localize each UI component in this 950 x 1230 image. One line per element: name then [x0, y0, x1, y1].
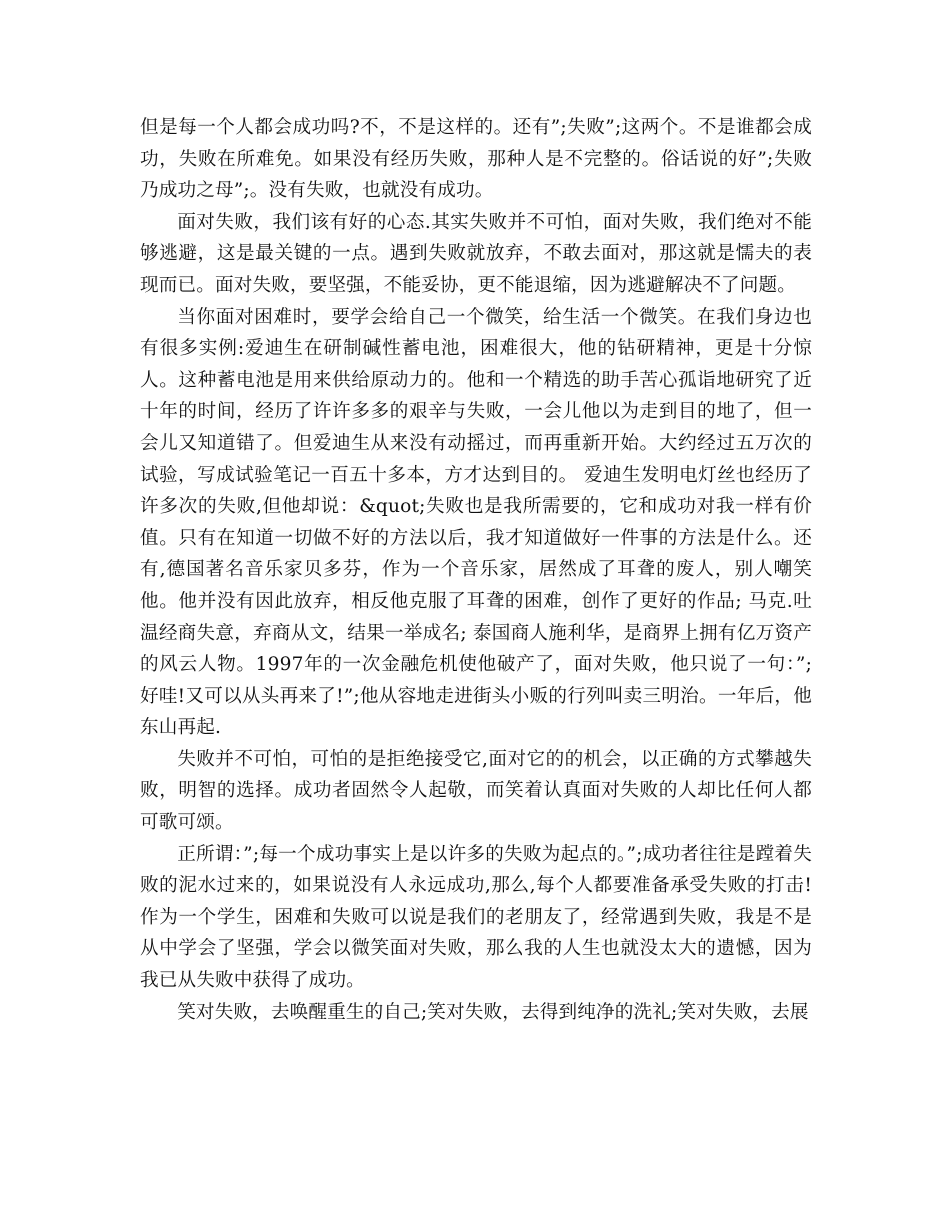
paragraph-1: 但是每一个人都会成功吗?不，不是这样的。还有”;失败”;这两个。不是谁都会成功，失败在所难免。如果没有经历失败，那种人是不完整的。俗话说的好”;失败乃成功之母”;。没有失败，也就没有成功。 [140, 117, 812, 202]
paragraph-3: 当你面对困难时，要学会给自己一个微笑，给生活一个微笑。在我们身边也有很多实例:爱迪生在研制碱性蓄电池，困难很大，他的钻研精神，更是十分惊人。这种蓄电池是用来供给原动力的。他和一个精选的助手苦心孤诣地研究了近十年的时间，经历了许许多多的艰辛与失败，一会儿他以为走到目的地了，但一会儿又知道错了。但爱迪生从来没有动摇过，而再重新开始。大约经过五万次的试验，写成试验笔记一百五十多本，方才达到目的。 爱迪生发明电灯丝也经历了许多次的失败,但他却说：&quot;失败也是我所需要的，它和成功对我一样有价值。只有在知道一切做不好的方法以后，我才知道做好一件事的方法是什么。还有,德国著名音乐家贝多芬，作为一个音乐家，居然成了耳聋的废人，别人嘲笑他。他并没有因此放弃，相反他克服了耳聋的困难，创作了更好的作品; 马克.吐温经商失意，弃商从文，结果一举成名; 泰国商人施利华，是商界上拥有亿万资产的风云人物。1997年的一次金融危机使他破产了，面对失败，他只说了一句：”;好哇!又可以从头再来了!”;他从容地走进街头小贩的行列叫卖三明治。一年后，他东山再起. [140, 306, 812, 739]
paragraph-5: 正所谓：”;每一个成功事实上是以许多的失败为起点的。”;成功者往往是蹚着失败的泥水过来的，如果说没有人永远成功,那么,每个人都要准备承受失败的打击!作为一个学生，困难和失败可以说是我们的老朋友了，经常遇到失败，我是不是从中学会了坚强，学会以微笑面对失败，那么我的人生也就没太大的遗憾，因为我已从失败中获得了成功。 [140, 843, 812, 992]
paragraph-6: 笑对失败，去唤醒重生的自己;笑对失败，去得到纯净的洗礼;笑对失败，去展 [177, 1001, 809, 1023]
paragraph-2: 面对失败，我们该有好的心态.其实失败并不可怕，面对失败，我们绝对不能够逃避，这是最关键的一点。遇到失败就放弃，不敢去面对，那这就是懦夫的表现而已。面对失败，要坚强，不能妥协，更不能退缩，因为逃避解决不了问题。 [140, 211, 812, 296]
paragraph-4: 失败并不可怕，可怕的是拒绝接受它,面对它的的机会，以正确的方式攀越失败，明智的选择。成功者固然令人起敬，而笑着认真面对失败的人却比任何人都可歌可颂。 [140, 748, 812, 834]
document-page [140, 112, 812, 1028]
